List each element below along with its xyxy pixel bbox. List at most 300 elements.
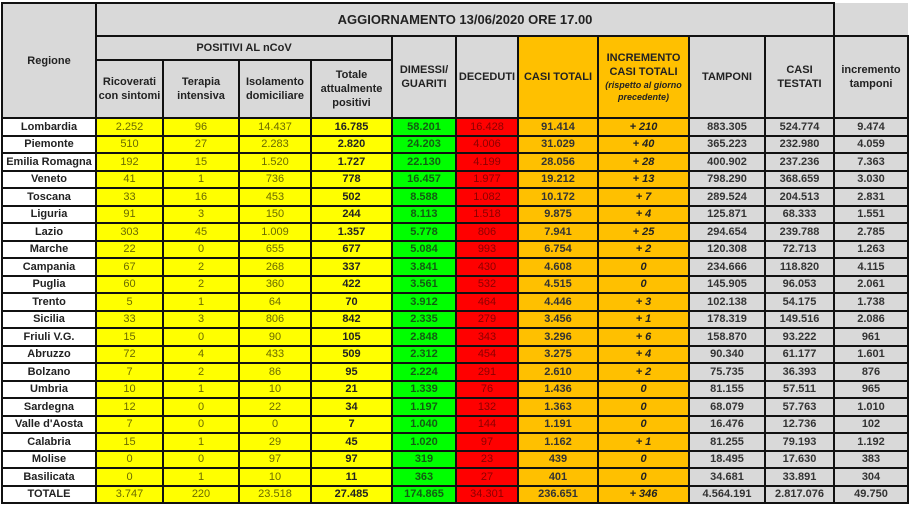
cell-isolamento: 2.283 bbox=[239, 136, 311, 154]
cell-dimessi: 3.912 bbox=[392, 293, 456, 311]
cell-dimessi: 1.040 bbox=[392, 416, 456, 434]
cell-tamponi: 120.308 bbox=[689, 241, 765, 259]
cell-regione: Abruzzo bbox=[2, 346, 96, 364]
cell-incremento: + 4 bbox=[598, 206, 689, 224]
cell-terapia: 2 bbox=[163, 258, 239, 276]
cell-ricoverati: 91 bbox=[96, 206, 163, 224]
cell-regione: Sardegna bbox=[2, 398, 96, 416]
cell-incremento: + 1 bbox=[598, 433, 689, 451]
table-row bbox=[2, 153, 908, 171]
table-row bbox=[2, 136, 908, 154]
cell-dimessi: 2.335 bbox=[392, 311, 456, 329]
cell-casi-totali: 6.754 bbox=[518, 241, 598, 259]
table-row bbox=[2, 416, 908, 434]
cell-casi-totali: 439 bbox=[518, 451, 598, 469]
cell-isolamento: 10 bbox=[239, 468, 311, 486]
table-row bbox=[2, 328, 908, 346]
cell-incremento: + 3 bbox=[598, 293, 689, 311]
cell-casi-totali: 91.414 bbox=[518, 118, 598, 136]
cell-totale-positivi: 70 bbox=[311, 293, 392, 311]
cell-casi-totali: 4.515 bbox=[518, 276, 598, 294]
table-row bbox=[2, 171, 908, 189]
cell-tamponi: 125.871 bbox=[689, 206, 765, 224]
cell-dimessi: 5.778 bbox=[392, 223, 456, 241]
cell-casi-testati: 54.175 bbox=[765, 293, 834, 311]
cell-tamponi: 400.902 bbox=[689, 153, 765, 171]
cell-incremento: + 2 bbox=[598, 241, 689, 259]
table-row bbox=[2, 293, 908, 311]
cell-dimessi: 1.020 bbox=[392, 433, 456, 451]
cell-totale-positivi: 97 bbox=[311, 451, 392, 469]
cell-incremento-tamponi: 1.010 bbox=[834, 398, 908, 416]
cell-dimessi: 22.130 bbox=[392, 153, 456, 171]
cell-casi-totali: 1.162 bbox=[518, 433, 598, 451]
cell-terapia: 16 bbox=[163, 188, 239, 206]
cell-regione: Liguria bbox=[2, 206, 96, 224]
table-title: AGGIORNAMENTO 13/06/2020 ORE 17.00 bbox=[96, 3, 834, 36]
cell-dimessi: 1.339 bbox=[392, 381, 456, 399]
cell-ricoverati: 41 bbox=[96, 171, 163, 189]
cell-dimessi: 3.561 bbox=[392, 276, 456, 294]
cell-dimessi: 174.865 bbox=[392, 486, 456, 504]
cell-dimessi: 2.224 bbox=[392, 363, 456, 381]
header-casi-testati: CASI TESTATI bbox=[765, 36, 834, 118]
cell-dimessi: 24.203 bbox=[392, 136, 456, 154]
cell-incremento-tamponi: 1.192 bbox=[834, 433, 908, 451]
cell-terapia: 45 bbox=[163, 223, 239, 241]
cell-casi-totali: 4.446 bbox=[518, 293, 598, 311]
cell-totale-positivi: 2.820 bbox=[311, 136, 392, 154]
cell-ricoverati: 22 bbox=[96, 241, 163, 259]
cell-totale-positivi: 1.727 bbox=[311, 153, 392, 171]
cell-dimessi: 1.197 bbox=[392, 398, 456, 416]
cell-casi-testati: 36.393 bbox=[765, 363, 834, 381]
cell-casi-totali: 31.029 bbox=[518, 136, 598, 154]
cell-incremento-tamponi: 102 bbox=[834, 416, 908, 434]
cell-casi-testati: 68.333 bbox=[765, 206, 834, 224]
cell-isolamento: 1.520 bbox=[239, 153, 311, 171]
cell-dimessi: 363 bbox=[392, 468, 456, 486]
cell-totale-positivi: 502 bbox=[311, 188, 392, 206]
cell-incremento: + 2 bbox=[598, 363, 689, 381]
cell-terapia: 1 bbox=[163, 468, 239, 486]
cell-casi-totali: 236.651 bbox=[518, 486, 598, 504]
cell-totale-positivi: 842 bbox=[311, 311, 392, 329]
table-row bbox=[2, 223, 908, 241]
cell-regione: Puglia bbox=[2, 276, 96, 294]
cell-isolamento: 655 bbox=[239, 241, 311, 259]
cell-regione: Sicilia bbox=[2, 311, 96, 329]
cell-incremento: + 40 bbox=[598, 136, 689, 154]
cell-isolamento: 97 bbox=[239, 451, 311, 469]
cell-isolamento: 90 bbox=[239, 328, 311, 346]
cell-casi-testati: 79.193 bbox=[765, 433, 834, 451]
cell-isolamento: 1.009 bbox=[239, 223, 311, 241]
table-row bbox=[2, 363, 908, 381]
cell-casi-totali: 3.456 bbox=[518, 311, 598, 329]
cell-incremento-tamponi: 965 bbox=[834, 381, 908, 399]
cell-dimessi: 8.113 bbox=[392, 206, 456, 224]
cell-regione: Molise bbox=[2, 451, 96, 469]
cell-casi-totali: 4.608 bbox=[518, 258, 598, 276]
cell-deceduti: 27 bbox=[456, 468, 518, 486]
cell-ricoverati: 7 bbox=[96, 363, 163, 381]
cell-totale-positivi: 34 bbox=[311, 398, 392, 416]
cell-incremento: 0 bbox=[598, 468, 689, 486]
cell-ricoverati: 0 bbox=[96, 468, 163, 486]
cell-casi-testati: 524.774 bbox=[765, 118, 834, 136]
cell-totale-positivi: 105 bbox=[311, 328, 392, 346]
cell-casi-totali: 1.191 bbox=[518, 416, 598, 434]
cell-ricoverati: 2.252 bbox=[96, 118, 163, 136]
cell-tamponi: 18.495 bbox=[689, 451, 765, 469]
header-totale-positivi: Totale attualmente positivi bbox=[311, 60, 392, 118]
cell-terapia: 0 bbox=[163, 451, 239, 469]
cell-tamponi: 158.870 bbox=[689, 328, 765, 346]
cell-incremento-tamponi: 2.831 bbox=[834, 188, 908, 206]
cell-tamponi: 16.476 bbox=[689, 416, 765, 434]
cell-regione: Lazio bbox=[2, 223, 96, 241]
cell-incremento: + 4 bbox=[598, 346, 689, 364]
header-incremento-label: INCREMENTO CASI TOTALI bbox=[606, 52, 681, 78]
cell-ricoverati: 10 bbox=[96, 381, 163, 399]
cell-casi-totali: 10.172 bbox=[518, 188, 598, 206]
cell-incremento: 0 bbox=[598, 258, 689, 276]
cell-dimessi: 5.084 bbox=[392, 241, 456, 259]
cell-regione: Veneto bbox=[2, 171, 96, 189]
table-row bbox=[2, 433, 908, 451]
cell-ricoverati: 60 bbox=[96, 276, 163, 294]
cell-regione: Lombardia bbox=[2, 118, 96, 136]
cell-tamponi: 145.905 bbox=[689, 276, 765, 294]
cell-deceduti: 279 bbox=[456, 311, 518, 329]
cell-dimessi: 16.457 bbox=[392, 171, 456, 189]
cell-tamponi: 68.079 bbox=[689, 398, 765, 416]
cell-regione: Friuli V.G. bbox=[2, 328, 96, 346]
cell-dimessi: 8.588 bbox=[392, 188, 456, 206]
cell-deceduti: 132 bbox=[456, 398, 518, 416]
covid-regional-table bbox=[1, 2, 909, 504]
header-dimessi: DIMESSI/ GUARITI bbox=[392, 36, 456, 118]
cell-incremento: 0 bbox=[598, 398, 689, 416]
cell-isolamento: 0 bbox=[239, 416, 311, 434]
cell-ricoverati: 0 bbox=[96, 451, 163, 469]
cell-incremento: + 28 bbox=[598, 153, 689, 171]
cell-totale-positivi: 244 bbox=[311, 206, 392, 224]
cell-incremento-tamponi: 49.750 bbox=[834, 486, 908, 504]
cell-ricoverati: 510 bbox=[96, 136, 163, 154]
cell-casi-totali: 3.275 bbox=[518, 346, 598, 364]
cell-casi-totali: 2.610 bbox=[518, 363, 598, 381]
cell-isolamento: 29 bbox=[239, 433, 311, 451]
cell-totale-positivi: 95 bbox=[311, 363, 392, 381]
header-regione: Regione bbox=[2, 3, 96, 118]
cell-terapia: 4 bbox=[163, 346, 239, 364]
cell-casi-testati: 61.177 bbox=[765, 346, 834, 364]
cell-casi-totali: 7.941 bbox=[518, 223, 598, 241]
cell-casi-testati: 149.516 bbox=[765, 311, 834, 329]
cell-casi-testati: 232.980 bbox=[765, 136, 834, 154]
cell-terapia: 2 bbox=[163, 363, 239, 381]
table-row bbox=[2, 241, 908, 259]
header-ricoverati: Ricoverati con sintomi bbox=[96, 60, 163, 118]
table-row bbox=[2, 276, 908, 294]
cell-casi-testati: 57.511 bbox=[765, 381, 834, 399]
cell-incremento-tamponi: 1.551 bbox=[834, 206, 908, 224]
cell-deceduti: 1.518 bbox=[456, 206, 518, 224]
cell-incremento-tamponi: 2.785 bbox=[834, 223, 908, 241]
cell-incremento: 0 bbox=[598, 451, 689, 469]
header-isolamento: Isolamento domiciliare bbox=[239, 60, 311, 118]
cell-isolamento: 150 bbox=[239, 206, 311, 224]
header-tamponi: TAMPONI bbox=[689, 36, 765, 118]
cell-casi-testati: 12.736 bbox=[765, 416, 834, 434]
cell-ricoverati: 5 bbox=[96, 293, 163, 311]
cell-tamponi: 81.255 bbox=[689, 433, 765, 451]
cell-totale-positivi: 778 bbox=[311, 171, 392, 189]
cell-incremento: + 1 bbox=[598, 311, 689, 329]
cell-ricoverati: 192 bbox=[96, 153, 163, 171]
cell-deceduti: 16.428 bbox=[456, 118, 518, 136]
cell-totale-positivi: 11 bbox=[311, 468, 392, 486]
cell-terapia: 1 bbox=[163, 381, 239, 399]
cell-deceduti: 430 bbox=[456, 258, 518, 276]
cell-ricoverati: 303 bbox=[96, 223, 163, 241]
cell-incremento: 0 bbox=[598, 276, 689, 294]
cell-casi-totali: 19.212 bbox=[518, 171, 598, 189]
table-row bbox=[2, 381, 908, 399]
cell-casi-totali: 1.363 bbox=[518, 398, 598, 416]
cell-ricoverati: 15 bbox=[96, 433, 163, 451]
cell-tamponi: 4.564.191 bbox=[689, 486, 765, 504]
cell-casi-testati: 33.891 bbox=[765, 468, 834, 486]
cell-deceduti: 144 bbox=[456, 416, 518, 434]
cell-deceduti: 34.301 bbox=[456, 486, 518, 504]
cell-isolamento: 22 bbox=[239, 398, 311, 416]
cell-terapia: 3 bbox=[163, 311, 239, 329]
cell-tamponi: 102.138 bbox=[689, 293, 765, 311]
cell-incremento: 0 bbox=[598, 381, 689, 399]
cell-regione: Valle d'Aosta bbox=[2, 416, 96, 434]
cell-isolamento: 10 bbox=[239, 381, 311, 399]
cell-terapia: 0 bbox=[163, 328, 239, 346]
header-casi-totali: CASI TOTALI bbox=[518, 36, 598, 118]
cell-incremento: + 25 bbox=[598, 223, 689, 241]
cell-casi-totali: 401 bbox=[518, 468, 598, 486]
cell-totale-positivi: 16.785 bbox=[311, 118, 392, 136]
cell-tamponi: 90.340 bbox=[689, 346, 765, 364]
cell-incremento-tamponi: 7.363 bbox=[834, 153, 908, 171]
header-incremento-note: (rispetto al giorno precedente) bbox=[605, 80, 682, 102]
cell-terapia: 2 bbox=[163, 276, 239, 294]
cell-tamponi: 365.223 bbox=[689, 136, 765, 154]
cell-incremento: + 7 bbox=[598, 188, 689, 206]
cell-totale-positivi: 1.357 bbox=[311, 223, 392, 241]
cell-ricoverati: 33 bbox=[96, 311, 163, 329]
cell-casi-totali: 28.056 bbox=[518, 153, 598, 171]
cell-totale-positivi: 422 bbox=[311, 276, 392, 294]
cell-regione: Emilia Romagna bbox=[2, 153, 96, 171]
cell-deceduti: 343 bbox=[456, 328, 518, 346]
cell-terapia: 1 bbox=[163, 433, 239, 451]
table-row bbox=[2, 118, 908, 136]
cell-incremento-tamponi: 876 bbox=[834, 363, 908, 381]
cell-casi-testati: 96.053 bbox=[765, 276, 834, 294]
cell-deceduti: 291 bbox=[456, 363, 518, 381]
cell-totale-positivi: 509 bbox=[311, 346, 392, 364]
cell-deceduti: 4.006 bbox=[456, 136, 518, 154]
cell-casi-testati: 237.236 bbox=[765, 153, 834, 171]
cell-isolamento: 806 bbox=[239, 311, 311, 329]
cell-totale-positivi: 677 bbox=[311, 241, 392, 259]
cell-terapia: 0 bbox=[163, 416, 239, 434]
cell-terapia: 1 bbox=[163, 293, 239, 311]
cell-casi-totali: 9.875 bbox=[518, 206, 598, 224]
cell-deceduti: 532 bbox=[456, 276, 518, 294]
cell-regione: Bolzano bbox=[2, 363, 96, 381]
cell-incremento-tamponi: 1.601 bbox=[834, 346, 908, 364]
cell-terapia: 3 bbox=[163, 206, 239, 224]
cell-tamponi: 289.524 bbox=[689, 188, 765, 206]
cell-incremento: + 6 bbox=[598, 328, 689, 346]
cell-terapia: 27 bbox=[163, 136, 239, 154]
cell-casi-totali: 1.436 bbox=[518, 381, 598, 399]
cell-regione: Calabria bbox=[2, 433, 96, 451]
cell-terapia: 0 bbox=[163, 398, 239, 416]
cell-ricoverati: 67 bbox=[96, 258, 163, 276]
cell-incremento-tamponi: 2.086 bbox=[834, 311, 908, 329]
cell-regione: Toscana bbox=[2, 188, 96, 206]
cell-dimessi: 2.312 bbox=[392, 346, 456, 364]
cell-incremento: + 346 bbox=[598, 486, 689, 504]
cell-regione: Basilicata bbox=[2, 468, 96, 486]
cell-casi-testati: 93.222 bbox=[765, 328, 834, 346]
cell-incremento-tamponi: 1.738 bbox=[834, 293, 908, 311]
cell-isolamento: 736 bbox=[239, 171, 311, 189]
cell-tamponi: 34.681 bbox=[689, 468, 765, 486]
cell-casi-testati: 118.820 bbox=[765, 258, 834, 276]
cell-casi-testati: 239.788 bbox=[765, 223, 834, 241]
cell-dimessi: 58.201 bbox=[392, 118, 456, 136]
table-row bbox=[2, 311, 908, 329]
cell-incremento-tamponi: 383 bbox=[834, 451, 908, 469]
header-deceduti: DECEDUTI bbox=[456, 36, 518, 118]
cell-deceduti: 23 bbox=[456, 451, 518, 469]
cell-terapia: 15 bbox=[163, 153, 239, 171]
cell-incremento-tamponi: 2.061 bbox=[834, 276, 908, 294]
cell-terapia: 220 bbox=[163, 486, 239, 504]
cell-totale-positivi: 27.485 bbox=[311, 486, 392, 504]
cell-dimessi: 319 bbox=[392, 451, 456, 469]
cell-regione: Trento bbox=[2, 293, 96, 311]
cell-tamponi: 81.155 bbox=[689, 381, 765, 399]
cell-deceduti: 4.199 bbox=[456, 153, 518, 171]
cell-terapia: 96 bbox=[163, 118, 239, 136]
header-blank bbox=[834, 3, 908, 36]
cell-casi-testati: 72.713 bbox=[765, 241, 834, 259]
cell-regione: Marche bbox=[2, 241, 96, 259]
table-row bbox=[2, 188, 908, 206]
cell-dimessi: 2.848 bbox=[392, 328, 456, 346]
cell-ricoverati: 12 bbox=[96, 398, 163, 416]
cell-ricoverati: 15 bbox=[96, 328, 163, 346]
cell-casi-testati: 368.659 bbox=[765, 171, 834, 189]
cell-incremento: + 13 bbox=[598, 171, 689, 189]
cell-casi-testati: 17.630 bbox=[765, 451, 834, 469]
cell-casi-testati: 204.513 bbox=[765, 188, 834, 206]
header-positivi-group: POSITIVI AL nCoV bbox=[96, 36, 392, 60]
cell-totale-positivi: 21 bbox=[311, 381, 392, 399]
cell-deceduti: 1.977 bbox=[456, 171, 518, 189]
cell-ricoverati: 33 bbox=[96, 188, 163, 206]
cell-terapia: 0 bbox=[163, 241, 239, 259]
cell-incremento-tamponi: 1.263 bbox=[834, 241, 908, 259]
table-row bbox=[2, 398, 908, 416]
cell-isolamento: 268 bbox=[239, 258, 311, 276]
cell-tamponi: 798.290 bbox=[689, 171, 765, 189]
cell-incremento-tamponi: 304 bbox=[834, 468, 908, 486]
cell-tamponi: 234.666 bbox=[689, 258, 765, 276]
table-row bbox=[2, 451, 908, 469]
cell-deceduti: 993 bbox=[456, 241, 518, 259]
cell-totale-positivi: 45 bbox=[311, 433, 392, 451]
cell-deceduti: 97 bbox=[456, 433, 518, 451]
cell-casi-totali: 3.296 bbox=[518, 328, 598, 346]
cell-isolamento: 64 bbox=[239, 293, 311, 311]
cell-regione: Umbria bbox=[2, 381, 96, 399]
cell-incremento-tamponi: 4.115 bbox=[834, 258, 908, 276]
cell-terapia: 1 bbox=[163, 171, 239, 189]
cell-isolamento: 23.518 bbox=[239, 486, 311, 504]
cell-casi-testati: 2.817.076 bbox=[765, 486, 834, 504]
cell-incremento-tamponi: 961 bbox=[834, 328, 908, 346]
cell-incremento-tamponi: 4.059 bbox=[834, 136, 908, 154]
cell-tamponi: 883.305 bbox=[689, 118, 765, 136]
cell-incremento-tamponi: 9.474 bbox=[834, 118, 908, 136]
cell-isolamento: 433 bbox=[239, 346, 311, 364]
cell-ricoverati: 3.747 bbox=[96, 486, 163, 504]
cell-deceduti: 1.082 bbox=[456, 188, 518, 206]
cell-tamponi: 178.319 bbox=[689, 311, 765, 329]
header-incremento bbox=[598, 36, 689, 118]
cell-deceduti: 806 bbox=[456, 223, 518, 241]
cell-isolamento: 14.437 bbox=[239, 118, 311, 136]
cell-tamponi: 75.735 bbox=[689, 363, 765, 381]
cell-totale-positivi: 7 bbox=[311, 416, 392, 434]
cell-regione: Piemonte bbox=[2, 136, 96, 154]
cell-ricoverati: 7 bbox=[96, 416, 163, 434]
cell-deceduti: 454 bbox=[456, 346, 518, 364]
total-row bbox=[2, 486, 908, 504]
cell-deceduti: 464 bbox=[456, 293, 518, 311]
cell-totale-positivi: 337 bbox=[311, 258, 392, 276]
cell-incremento: 0 bbox=[598, 416, 689, 434]
table-row bbox=[2, 468, 908, 486]
header-incremento-tamponi: incremento tamponi bbox=[834, 36, 908, 118]
cell-incremento: + 210 bbox=[598, 118, 689, 136]
cell-isolamento: 86 bbox=[239, 363, 311, 381]
cell-incremento-tamponi: 3.030 bbox=[834, 171, 908, 189]
cell-regione: TOTALE bbox=[2, 486, 96, 504]
table-row bbox=[2, 346, 908, 364]
cell-dimessi: 3.841 bbox=[392, 258, 456, 276]
header-terapia: Terapia intensiva bbox=[163, 60, 239, 118]
cell-isolamento: 360 bbox=[239, 276, 311, 294]
table-row bbox=[2, 206, 908, 224]
cell-ricoverati: 72 bbox=[96, 346, 163, 364]
cell-deceduti: 76 bbox=[456, 381, 518, 399]
cell-casi-testati: 57.763 bbox=[765, 398, 834, 416]
